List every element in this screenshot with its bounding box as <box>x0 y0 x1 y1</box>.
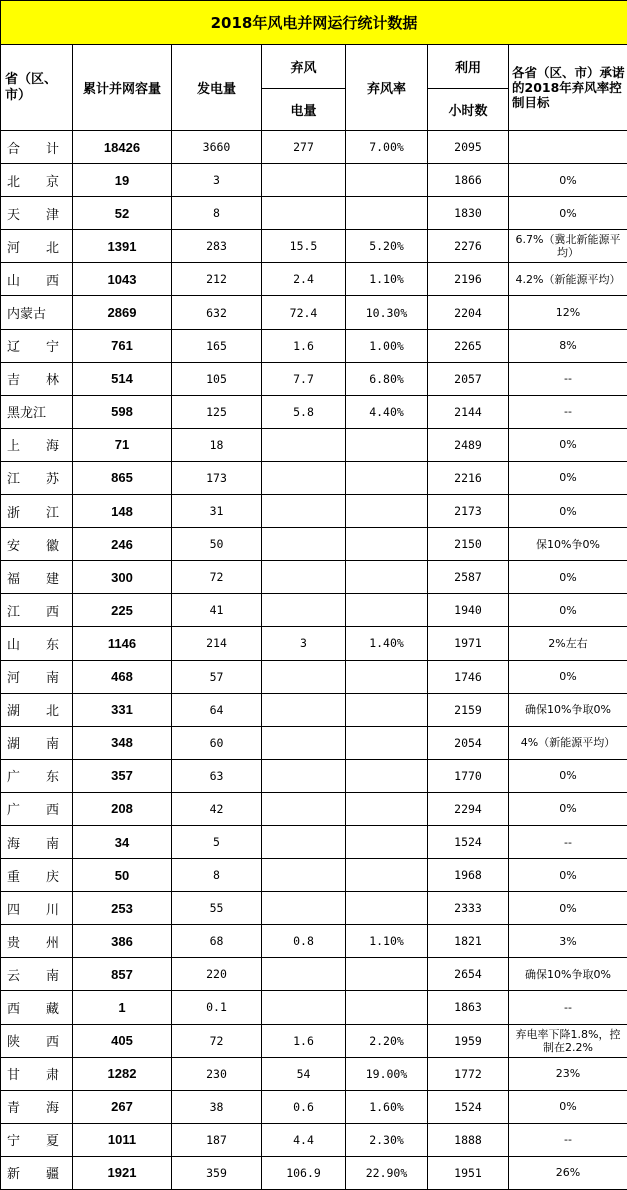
capacity-cell: 1146 <box>73 627 172 660</box>
target-cell: 保10%争0% <box>509 528 627 561</box>
generation-cell: 55 <box>172 892 262 925</box>
capacity-cell: 857 <box>73 958 172 991</box>
province-cell: 天 津 <box>1 197 73 230</box>
generation-cell: 632 <box>172 296 262 329</box>
capacity-cell: 52 <box>73 197 172 230</box>
curtailment-cell <box>262 693 346 726</box>
curtailment-cell <box>262 164 346 197</box>
capacity-cell: 468 <box>73 660 172 693</box>
province-cell: 北 京 <box>1 164 73 197</box>
province-cell: 黑龙江 <box>1 395 73 428</box>
province-cell: 辽 宁 <box>1 329 73 362</box>
target-cell <box>509 131 627 164</box>
curtailment-cell <box>262 759 346 792</box>
curtailment-cell: 277 <box>262 131 346 164</box>
curtailment-rate-cell <box>346 892 428 925</box>
curtailment-cell <box>262 892 346 925</box>
target-cell: 0% <box>509 892 627 925</box>
target-cell: 0% <box>509 561 627 594</box>
capacity-cell: 1043 <box>73 263 172 296</box>
curtailment-rate-cell <box>346 726 428 759</box>
province-cell: 上 海 <box>1 428 73 461</box>
curtailment-rate-cell: 7.00% <box>346 131 428 164</box>
target-cell: 0% <box>509 197 627 230</box>
hours-cell: 2216 <box>428 461 509 494</box>
curtailment-rate-cell <box>346 825 428 858</box>
capacity-cell: 514 <box>73 362 172 395</box>
generation-cell: 57 <box>172 660 262 693</box>
table-row <box>1 693 627 726</box>
header-curtailment-bottom: 电量 <box>262 89 346 131</box>
header-generation: 发电量 <box>172 45 262 131</box>
header-target: 各省（区、市）承诺的2018年弃风率控制目标 <box>509 45 627 131</box>
hours-cell: 1772 <box>428 1057 509 1090</box>
generation-cell: 31 <box>172 495 262 528</box>
hours-cell: 2204 <box>428 296 509 329</box>
table-row <box>1 495 627 528</box>
table-row <box>1 395 627 428</box>
curtailment-cell: 72.4 <box>262 296 346 329</box>
curtailment-rate-cell: 2.20% <box>346 1024 428 1057</box>
curtailment-rate-cell: 10.30% <box>346 296 428 329</box>
province-cell: 海 南 <box>1 825 73 858</box>
header-curtailment-rate: 弃风率 <box>346 45 428 131</box>
province-cell: 山 东 <box>1 627 73 660</box>
province-cell: 江 苏 <box>1 461 73 494</box>
capacity-cell: 386 <box>73 925 172 958</box>
curtailment-rate-cell <box>346 792 428 825</box>
hours-cell: 1821 <box>428 925 509 958</box>
curtailment-rate-cell <box>346 495 428 528</box>
header-province: 省（区、市） <box>1 45 73 131</box>
hours-cell: 2294 <box>428 792 509 825</box>
province-cell: 内蒙古 <box>1 296 73 329</box>
target-cell: 4.2%（新能源平均） <box>509 263 627 296</box>
capacity-cell: 405 <box>73 1024 172 1057</box>
capacity-cell: 331 <box>73 693 172 726</box>
target-cell: 6.7%（冀北新能源平均） <box>509 230 627 263</box>
table-row <box>1 1123 627 1156</box>
hours-cell: 1524 <box>428 1090 509 1123</box>
header-curtailment-top: 弃风 <box>262 45 346 89</box>
capacity-cell: 865 <box>73 461 172 494</box>
header-hours-top: 利用 <box>428 45 509 89</box>
curtailment-rate-cell: 1.10% <box>346 263 428 296</box>
hours-cell: 1830 <box>428 197 509 230</box>
table-row <box>1 329 627 362</box>
curtailment-cell: 2.4 <box>262 263 346 296</box>
curtailment-cell <box>262 594 346 627</box>
table-row <box>1 892 627 925</box>
target-cell: 2%左右 <box>509 627 627 660</box>
curtailment-rate-cell: 4.40% <box>346 395 428 428</box>
table-row <box>1 759 627 792</box>
curtailment-rate-cell <box>346 428 428 461</box>
generation-cell: 3 <box>172 164 262 197</box>
curtailment-cell <box>262 958 346 991</box>
curtailment-cell: 7.7 <box>262 362 346 395</box>
capacity-cell: 357 <box>73 759 172 792</box>
hours-cell: 2144 <box>428 395 509 428</box>
curtailment-cell <box>262 561 346 594</box>
curtailment-rate-cell: 1.00% <box>346 329 428 362</box>
province-cell: 浙 江 <box>1 495 73 528</box>
generation-cell: 72 <box>172 1024 262 1057</box>
table-row <box>1 859 627 892</box>
table-row <box>1 263 627 296</box>
province-cell: 安 徽 <box>1 528 73 561</box>
province-cell: 宁 夏 <box>1 1123 73 1156</box>
generation-cell: 18 <box>172 428 262 461</box>
capacity-cell: 246 <box>73 528 172 561</box>
curtailment-cell <box>262 660 346 693</box>
curtailment-cell <box>262 792 346 825</box>
curtailment-rate-cell: 19.00% <box>346 1057 428 1090</box>
header-hours-bottom: 小时数 <box>428 89 509 131</box>
province-cell: 甘 肃 <box>1 1057 73 1090</box>
capacity-cell: 300 <box>73 561 172 594</box>
curtailment-cell: 5.8 <box>262 395 346 428</box>
table-title: 2018年风电并网运行统计数据 <box>1 1 627 45</box>
target-cell: 4%（新能源平均） <box>509 726 627 759</box>
capacity-cell: 761 <box>73 329 172 362</box>
target-cell: 0% <box>509 461 627 494</box>
target-cell: 0% <box>509 859 627 892</box>
target-cell: 26% <box>509 1156 627 1189</box>
target-cell: 0% <box>509 660 627 693</box>
curtailment-cell: 106.9 <box>262 1156 346 1189</box>
hours-cell: 2196 <box>428 263 509 296</box>
capacity-cell: 19 <box>73 164 172 197</box>
curtailment-rate-cell <box>346 528 428 561</box>
province-cell: 广 西 <box>1 792 73 825</box>
hours-cell: 2587 <box>428 561 509 594</box>
generation-cell: 359 <box>172 1156 262 1189</box>
province-cell: 贵 州 <box>1 925 73 958</box>
target-cell: 确保10%争取0% <box>509 958 627 991</box>
table-row <box>1 428 627 461</box>
capacity-cell: 1011 <box>73 1123 172 1156</box>
curtailment-cell: 54 <box>262 1057 346 1090</box>
hours-cell: 2489 <box>428 428 509 461</box>
curtailment-rate-cell <box>346 859 428 892</box>
hours-cell: 1971 <box>428 627 509 660</box>
capacity-cell: 50 <box>73 859 172 892</box>
curtailment-rate-cell <box>346 164 428 197</box>
table-row <box>1 1090 627 1123</box>
hours-cell: 2057 <box>428 362 509 395</box>
table-row <box>1 296 627 329</box>
curtailment-rate-cell: 1.60% <box>346 1090 428 1123</box>
capacity-cell: 598 <box>73 395 172 428</box>
generation-cell: 187 <box>172 1123 262 1156</box>
curtailment-cell <box>262 726 346 759</box>
generation-cell: 212 <box>172 263 262 296</box>
target-cell: 23% <box>509 1057 627 1090</box>
curtailment-cell <box>262 859 346 892</box>
province-cell: 湖 北 <box>1 693 73 726</box>
generation-cell: 42 <box>172 792 262 825</box>
hours-cell: 1968 <box>428 859 509 892</box>
curtailment-rate-cell: 5.20% <box>346 230 428 263</box>
generation-cell: 64 <box>172 693 262 726</box>
province-cell: 四 川 <box>1 892 73 925</box>
curtailment-cell <box>262 528 346 561</box>
curtailment-cell: 4.4 <box>262 1123 346 1156</box>
generation-cell: 105 <box>172 362 262 395</box>
generation-cell: 50 <box>172 528 262 561</box>
generation-cell: 0.1 <box>172 991 262 1024</box>
generation-cell: 8 <box>172 197 262 230</box>
table-row <box>1 958 627 991</box>
hours-cell: 2095 <box>428 131 509 164</box>
target-cell: 0% <box>509 594 627 627</box>
target-cell: 确保10%争取0% <box>509 693 627 726</box>
target-cell: -- <box>509 1123 627 1156</box>
table-row <box>1 197 627 230</box>
province-cell: 合 计 <box>1 131 73 164</box>
table-row <box>1 1057 627 1090</box>
generation-cell: 283 <box>172 230 262 263</box>
curtailment-rate-cell: 2.30% <box>346 1123 428 1156</box>
generation-cell: 230 <box>172 1057 262 1090</box>
curtailment-cell <box>262 991 346 1024</box>
curtailment-rate-cell: 1.10% <box>346 925 428 958</box>
table-row <box>1 561 627 594</box>
hours-cell: 1746 <box>428 660 509 693</box>
generation-cell: 125 <box>172 395 262 428</box>
curtailment-rate-cell <box>346 759 428 792</box>
hours-cell: 2150 <box>428 528 509 561</box>
capacity-cell: 18426 <box>73 131 172 164</box>
capacity-cell: 148 <box>73 495 172 528</box>
hours-cell: 1863 <box>428 991 509 1024</box>
table-row <box>1 362 627 395</box>
province-cell: 青 海 <box>1 1090 73 1123</box>
curtailment-rate-cell <box>346 693 428 726</box>
curtailment-rate-cell <box>346 958 428 991</box>
generation-cell: 38 <box>172 1090 262 1123</box>
generation-cell: 5 <box>172 825 262 858</box>
curtailment-cell <box>262 428 346 461</box>
province-cell: 广 东 <box>1 759 73 792</box>
curtailment-rate-cell <box>346 660 428 693</box>
curtailment-rate-cell <box>346 991 428 1024</box>
capacity-cell: 225 <box>73 594 172 627</box>
table-row <box>1 131 627 164</box>
hours-cell: 1959 <box>428 1024 509 1057</box>
curtailment-cell: 1.6 <box>262 329 346 362</box>
target-cell: 12% <box>509 296 627 329</box>
table-row <box>1 461 627 494</box>
capacity-cell: 1 <box>73 991 172 1024</box>
generation-cell: 173 <box>172 461 262 494</box>
province-cell: 福 建 <box>1 561 73 594</box>
curtailment-cell: 15.5 <box>262 230 346 263</box>
table-row <box>1 230 627 263</box>
hours-cell: 2333 <box>428 892 509 925</box>
province-cell: 湖 南 <box>1 726 73 759</box>
curtailment-cell: 0.6 <box>262 1090 346 1123</box>
target-cell: 0% <box>509 1090 627 1123</box>
capacity-cell: 71 <box>73 428 172 461</box>
target-cell: -- <box>509 395 627 428</box>
table-row <box>1 726 627 759</box>
table-row <box>1 925 627 958</box>
hours-cell: 2159 <box>428 693 509 726</box>
capacity-cell: 348 <box>73 726 172 759</box>
generation-cell: 60 <box>172 726 262 759</box>
table-row <box>1 792 627 825</box>
province-cell: 江 西 <box>1 594 73 627</box>
hours-cell: 1888 <box>428 1123 509 1156</box>
curtailment-rate-cell: 1.40% <box>346 627 428 660</box>
hours-cell: 1524 <box>428 825 509 858</box>
target-cell: -- <box>509 991 627 1024</box>
generation-cell: 3660 <box>172 131 262 164</box>
curtailment-rate-cell <box>346 197 428 230</box>
target-cell: 0% <box>509 759 627 792</box>
target-cell: 0% <box>509 428 627 461</box>
curtailment-rate-cell <box>346 594 428 627</box>
generation-cell: 220 <box>172 958 262 991</box>
target-cell: 0% <box>509 495 627 528</box>
target-cell: 8% <box>509 329 627 362</box>
generation-cell: 165 <box>172 329 262 362</box>
curtailment-rate-cell <box>346 561 428 594</box>
province-cell: 西 藏 <box>1 991 73 1024</box>
province-cell: 重 庆 <box>1 859 73 892</box>
hours-cell: 2654 <box>428 958 509 991</box>
table-row <box>1 594 627 627</box>
table-row <box>1 1024 627 1057</box>
header-capacity: 累计并网容量 <box>73 45 172 131</box>
capacity-cell: 253 <box>73 892 172 925</box>
generation-cell: 68 <box>172 925 262 958</box>
curtailment-cell: 1.6 <box>262 1024 346 1057</box>
capacity-cell: 267 <box>73 1090 172 1123</box>
generation-cell: 63 <box>172 759 262 792</box>
capacity-cell: 34 <box>73 825 172 858</box>
table-row <box>1 660 627 693</box>
province-cell: 吉 林 <box>1 362 73 395</box>
hours-cell: 2173 <box>428 495 509 528</box>
curtailment-rate-cell: 6.80% <box>346 362 428 395</box>
table-row <box>1 528 627 561</box>
curtailment-rate-cell: 22.90% <box>346 1156 428 1189</box>
curtailment-cell <box>262 495 346 528</box>
hours-cell: 2265 <box>428 329 509 362</box>
target-cell: -- <box>509 362 627 395</box>
target-cell: 3% <box>509 925 627 958</box>
capacity-cell: 1391 <box>73 230 172 263</box>
curtailment-cell <box>262 197 346 230</box>
curtailment-cell <box>262 825 346 858</box>
curtailment-rate-cell <box>346 461 428 494</box>
hours-cell: 1951 <box>428 1156 509 1189</box>
generation-cell: 41 <box>172 594 262 627</box>
hours-cell: 2276 <box>428 230 509 263</box>
target-cell: 0% <box>509 164 627 197</box>
target-cell: 弃电率下降1.8%，控制在2.2% <box>509 1024 627 1057</box>
curtailment-cell: 3 <box>262 627 346 660</box>
hours-cell: 1770 <box>428 759 509 792</box>
table-row <box>1 991 627 1024</box>
province-cell: 河 北 <box>1 230 73 263</box>
generation-cell: 214 <box>172 627 262 660</box>
generation-cell: 8 <box>172 859 262 892</box>
capacity-cell: 2869 <box>73 296 172 329</box>
province-cell: 河 南 <box>1 660 73 693</box>
capacity-cell: 208 <box>73 792 172 825</box>
hours-cell: 1940 <box>428 594 509 627</box>
table-row <box>1 825 627 858</box>
province-cell: 云 南 <box>1 958 73 991</box>
capacity-cell: 1921 <box>73 1156 172 1189</box>
capacity-cell: 1282 <box>73 1057 172 1090</box>
hours-cell: 2054 <box>428 726 509 759</box>
curtailment-cell: 0.8 <box>262 925 346 958</box>
hours-cell: 1866 <box>428 164 509 197</box>
table-row <box>1 164 627 197</box>
curtailment-cell <box>262 461 346 494</box>
target-cell: -- <box>509 825 627 858</box>
province-cell: 山 西 <box>1 263 73 296</box>
generation-cell: 72 <box>172 561 262 594</box>
table-row <box>1 627 627 660</box>
target-cell: 0% <box>509 792 627 825</box>
province-cell: 新 疆 <box>1 1156 73 1189</box>
province-cell: 陕 西 <box>1 1024 73 1057</box>
